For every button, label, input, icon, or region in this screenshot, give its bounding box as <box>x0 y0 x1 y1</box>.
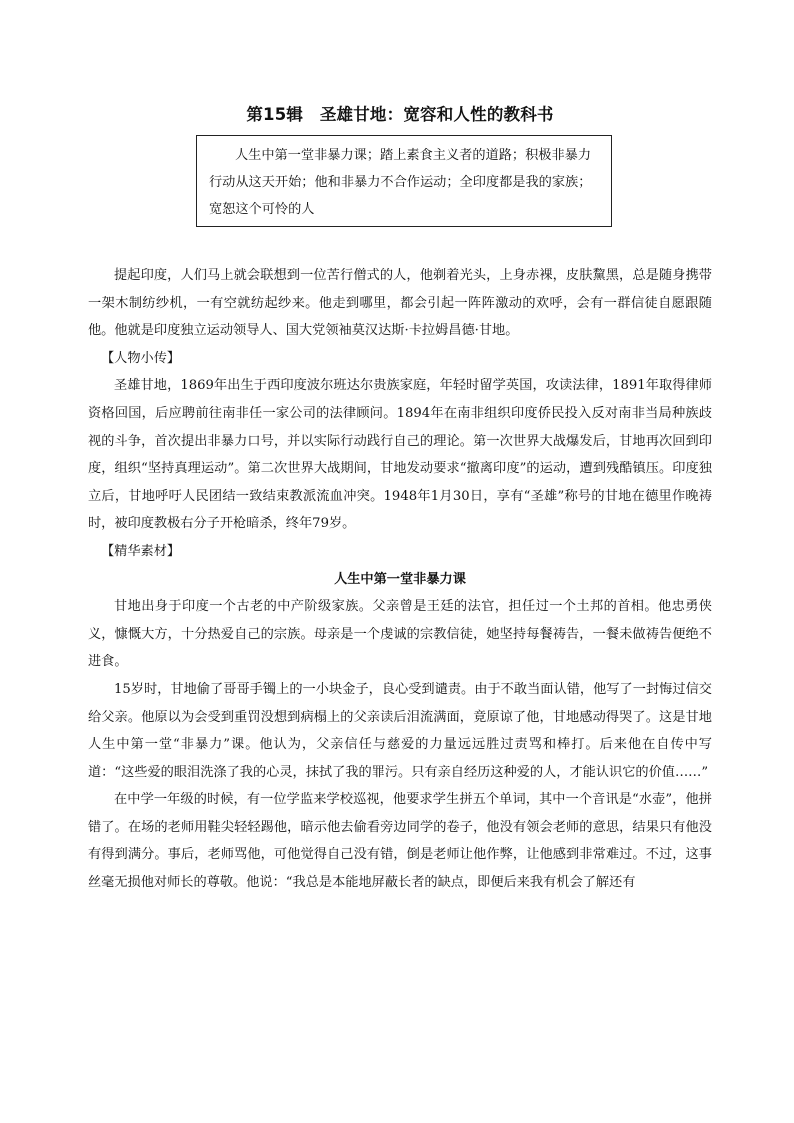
story-paragraph: 15岁时，甘地偷了哥哥手镯上的一小块金子，良心受到谴责。由于不敢当面认错，他写了一封悔过信交给父亲。他原以为会受到重罚没想到病榻上的父亲读后泪流满面，竟原谅了他，甘地感动得哭了。这是甘地人生中第一堂“非暴力”课。他认为，父亲信任与慈爱的力量远远胜过责骂和棒打。后来他在自传中写道：“这些爱的眼泪洗涤了我的心灵，抹拭了我的罪污。只有亲自经历这种爱的人，才能认识它的价值……” <box>88 681 712 780</box>
chapter-title: 第15辑 圣雄甘地：宽容和人性的教科书 <box>246 105 554 124</box>
bio-heading: 【人物小传】 <box>101 350 181 366</box>
summary-box: 人生中第一堂非暴力课；踏上素食主义者的道路；积极非暴力行动从这天开始；他和非暴力不合作运动；全印度都是我的家族；宽恕这个可怜的人 <box>196 135 612 227</box>
story-paragraph: 在中学一年级的时候，有一位学监来学校巡视，他要求学生拼五个单词，其中一个音讯是“水壶”，他拼错了。在场的老师用鞋尖轻轻踢他，暗示他去偷看旁边同学的卷子，他没有领会老师的意思，结果只有他没有得到满分。事后，老师骂他，可他觉得自己没有错，倒是老师让他作弊，让他感到非常难过。不过，这事丝毫无损他对师长的尊敬。他说：“我总是本能地屏蔽长者的缺点，即便后来我有机会了解还有 <box>88 792 712 891</box>
intro-paragraph: 提起印度，人们马上就会联想到一位苦行僧式的人，他剃着光头，上身赤裸，皮肤黧黑，总是随身携带一架木制纺纱机，一有空就纺起纱来。他走到哪里，都会引起一阵阵激动的欢呼，会有一群信徒自愿跟随他。他就是印度独立运动领导人、国大党领袖莫汉达斯·卡拉姆昌德·甘地。 <box>88 268 712 339</box>
intro-section <box>88 262 712 897</box>
essence-heading: 【精华素材】 <box>101 543 181 559</box>
story-paragraph: 甘地出身于印度一个古老的中产阶级家族。父亲曾是王廷的法官，担任过一个土邦的首相。他忠勇侠义，慷慨大方，十分热爱自己的宗族。母亲是一个虔诚的宗教信徒，她坚持每餐祷告，一餐未做祷告便绝不进食。 <box>88 599 712 670</box>
story-title: 人生中第一堂非暴力课 <box>334 571 466 587</box>
bio-paragraph: 圣雄甘地，1869年出生于西印度波尔班达尔贵族家庭，年轻时留学英国，攻读法律，1891年取得律师资格回国，后应聘前往南非任一家公司的法律顾问。1894年在南非组织印度侨民投入反对南非当局种族歧视的斗争，首次提出非暴力口号，并以实际行动践行自己的理论。第一次世界大战爆发后，甘地再次回到印度，组织“坚持真理运动”。第二次世界大战期间，甘地发动要求“撤离印度”的运动，遭到残酷镇压。印度独立后，甘地呼吁人民团结一致结束教派流血冲突。1948年1月30日，享有“圣雄”称号的甘地在德里作晚祷时，被印度教极右分子开枪暗杀，终年79岁。 <box>88 378 712 532</box>
